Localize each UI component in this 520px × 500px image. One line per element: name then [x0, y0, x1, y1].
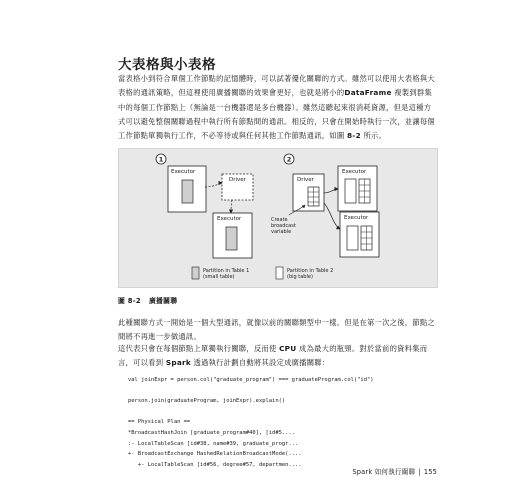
paragraph-text: 所示。 — [360, 131, 387, 141]
footer-chapter: Spark 如何執行關聯 — [352, 468, 416, 476]
page-footer — [352, 466, 437, 476]
figure-caption — [118, 295, 177, 305]
paragraph-text: Spark — [165, 358, 191, 368]
collect-arrow — [205, 183, 222, 187]
paragraph-text: DataFrame — [344, 88, 392, 98]
partition-big — [347, 226, 358, 250]
executor-label: Executor — [171, 169, 196, 175]
code-block: val joinExpr = person.col("graduate_program") === graduateProgram.col("id") person.join(graduateProgram, joinExpr).explain() == Physical Plan == *BroadcastHashJoin [graduate_program#40], [id#5.... :- LocalTableScan [id#38, name#39, graduate_progr... +- BroadcastExchange HashedRelationBroadcastMode(.... +- LocalTableScan [id#56, degree#57, departmen.... — [128, 377, 374, 468]
executor-label: Executor — [342, 169, 367, 175]
executor-label: Executor — [344, 215, 369, 221]
legend-swatch-big — [276, 267, 283, 279]
paragraph-text: 透過執行計劃自動將其設定成廣播關聯： — [190, 358, 330, 368]
paragraph — [118, 316, 438, 345]
legend-big-label: Partition in Table 2 — [287, 268, 334, 274]
partition-small — [226, 227, 237, 250]
figure-label: 圖 8-2 — [118, 297, 141, 305]
legend-big-label: (big table) — [287, 274, 313, 280]
step-1-number: 1 — [158, 155, 164, 164]
paragraph-text: 當表格小到符合單個工作節點的記憶體時，可以試著優化關聯的方式。雖然可以使用大表格與大表格的通訊策略，但這裡使用廣播關聯的效果會更好，也就是將小的 — [118, 74, 435, 98]
paragraph — [118, 342, 438, 371]
paragraph — [118, 72, 438, 143]
create-broadcast-note: broadcast — [271, 223, 296, 229]
figure-caption-text: 廣播關聯 — [148, 297, 178, 305]
executor-label: Executor — [217, 216, 242, 222]
paragraph-text: 複製到群集中的每個工作節點上（無論是一台機器還是多台機器）。雖然這聽起來很消耗資源，但是這種方式可以避免整個關聯過程中執行所有節點間的通訊。相反的，只會在開始時執行一次，並讓每個工作節點單獨執行工作，不必等待或與任何其他工作節點通訊，如圖 — [118, 88, 435, 141]
paragraph-text: 成為最大的瓶頸。對於當前的資料集而言，可以看到 — [118, 344, 428, 368]
page-number: 155 — [423, 468, 437, 476]
create-broadcast-note: variable — [271, 229, 292, 235]
legend-small-label: Partition in Table 1 — [203, 268, 250, 274]
collect-arrow — [231, 200, 232, 213]
section-title: 大表格與小表格 — [118, 57, 216, 73]
partition-big — [345, 179, 356, 203]
legend-swatch-small — [192, 267, 199, 279]
create-broadcast-note: Create — [271, 217, 288, 223]
partition-small — [182, 180, 193, 203]
paragraph-text: CPU — [279, 344, 297, 353]
broadcast-arrow — [324, 189, 338, 193]
paragraph-text: 8-2 — [346, 131, 361, 141]
driver-label: Driver — [297, 177, 314, 183]
driver-label: Driver — [229, 177, 246, 183]
step-2-number: 2 — [286, 155, 292, 164]
paragraph-text: 此種關聯方式一開始是一個大型通訊，就像以前的關聯類型中一樣。但是在第一次之後，節點之間將不再進一步做通訊。 — [118, 318, 435, 342]
paragraph-text: 這代表只會在每個節點上單獨執行關聯，反而使 — [118, 344, 280, 353]
footer-separator: | — [418, 468, 421, 476]
legend-small-label: (small table) — [203, 274, 235, 280]
figure-broadcast-join — [118, 148, 438, 288]
broadcast-join-diagram — [119, 149, 439, 289]
